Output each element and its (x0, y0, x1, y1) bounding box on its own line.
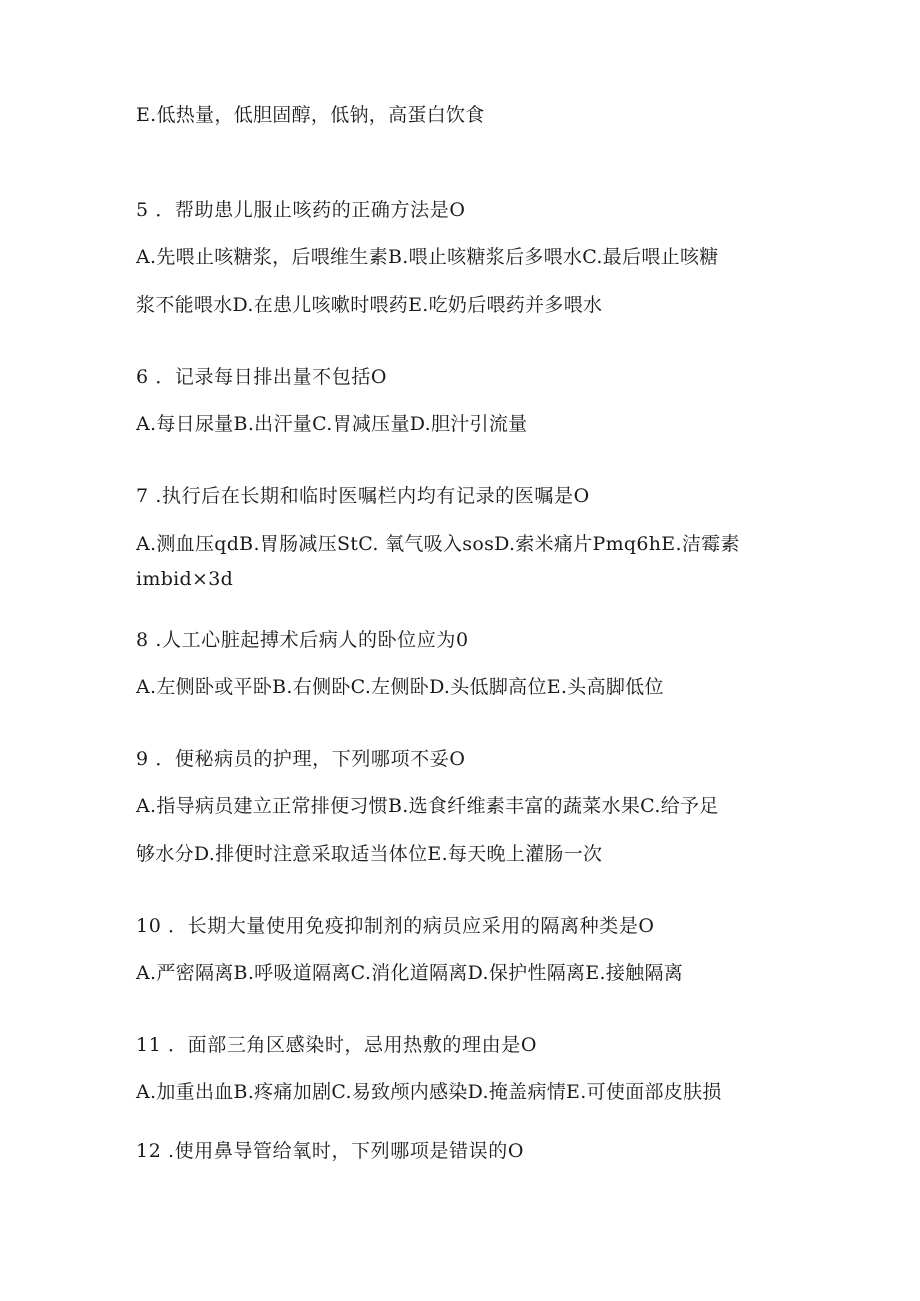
option-line: 够水分D.排便时注意采取适当体位E.每天晚上灌肠一次 (136, 843, 603, 865)
question-5: 5 ．帮助患儿服止咳药的正确方法是O (136, 199, 466, 221)
question-10: 10 ．长期大量使用免疫抑制剂的病员应采用的隔离种类是O (136, 915, 655, 937)
option-line: A.加重出血B.疼痛加剧C.易致颅内感染D.掩盖病情E.可使面部皮肤损 (136, 1081, 722, 1103)
option-line: A.测血压qdB.胃肠减压StC. 氧气吸入sosD.索米痛片Pmq6hE.洁霉素 (136, 533, 740, 555)
question-11: 11 ．面部三角区感染时，忌用热敷的理由是O (136, 1034, 537, 1056)
option-line: A.先喂止咳糖浆，后喂维生素B.喂止咳糖浆后多喂水C.最后喂止咳糖 (136, 246, 719, 268)
question-12: 12 .使用鼻导管给氧时，下列哪项是错误的O (136, 1140, 525, 1162)
option-line: A.严密隔离B.呼吸道隔离C.消化道隔离D.保护性隔离E.接触隔离 (136, 962, 684, 984)
question-7: 7 .执行后在长期和临时医嘱栏内均有记录的医嘱是O (136, 485, 590, 507)
option-line: A.左侧卧或平卧B.右侧卧C.左侧卧D.头低脚高位E.头高脚低位 (136, 676, 664, 698)
option-line: imbid×3d (136, 568, 234, 590)
question-8: 8 .人工心脏起搏术后病人的卧位应为0 (136, 629, 469, 651)
question-6: 6 ．记录每日排出量不包括O (136, 366, 388, 388)
option-line: 浆不能喂水D.在患儿咳嗽时喂药E.吃奶后喂药并多喂水 (136, 294, 603, 316)
question-9: 9 ．便秘病员的护理，下列哪项不妥O (136, 748, 466, 770)
option-line: E.低热量，低胆固醇，低钠，高蛋白饮食 (136, 104, 485, 126)
option-line: A.指导病员建立正常排便习惯B.选食纤维素丰富的蔬菜水果C.给予足 (136, 795, 719, 817)
option-line: A.每日尿量B.出汗量C.胃减压量D.胆汁引流量 (136, 413, 528, 435)
